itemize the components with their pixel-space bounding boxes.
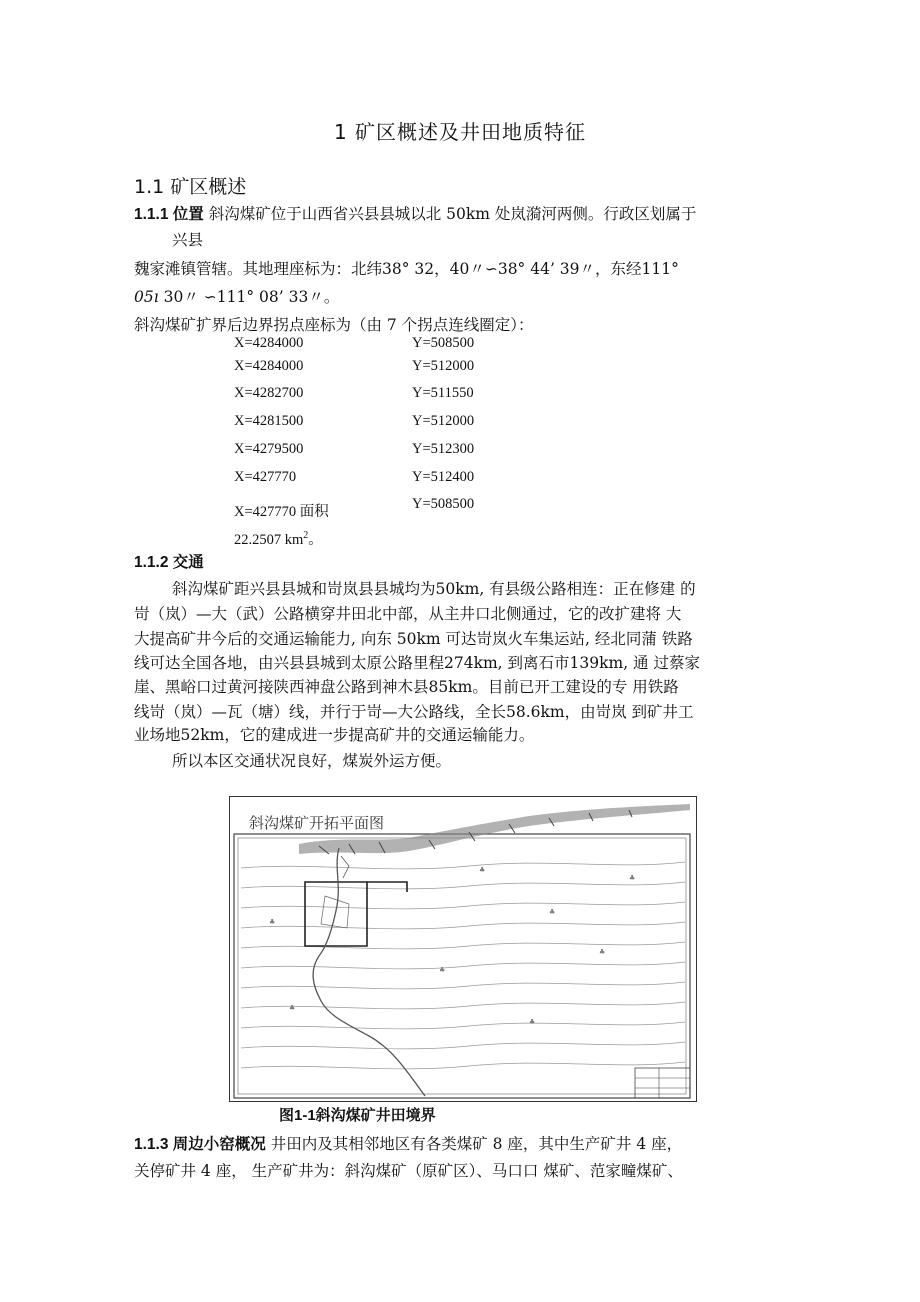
s112-line3: 大提高矿井今后的交通运输能力, 向东 50km 可达岢岚火车集运站, 经北同蒲 铁路 (134, 630, 693, 648)
figure-caption: 图1-1斜沟煤矿井田境界 (279, 1107, 436, 1124)
coord-y-5: Y=512300 (412, 441, 475, 457)
section-title: 1.1 矿区概述 (134, 176, 247, 198)
coord-y-1: Y=508500 (412, 335, 475, 351)
coord-y-7: Y=508500 (412, 496, 475, 512)
coord-y-6: Y=512400 (412, 469, 475, 485)
s112-line7: 业场地52km，它的建成进一步提高矿井的交通运输能力。 (134, 726, 535, 744)
coord-y-4: Y=512000 (412, 413, 475, 429)
coord-y-3: Y=511550 (412, 385, 474, 401)
s111-heading: 1.1.1 位置 (134, 206, 204, 223)
svg-text:♣: ♣ (479, 866, 486, 874)
s111-line2: 兴县 (172, 231, 204, 249)
s111-line4: 05ı 30〃 ∽111° 08’ 33〃。 (134, 288, 340, 306)
s112-line5: 崖、黑峪口过黄河接陕西神盘公路到神木县85km。目前已开工建设的专 用铁路 (134, 678, 679, 696)
svg-text:♣: ♣ (629, 874, 636, 882)
coord-x-1: X=4284000 (234, 335, 304, 351)
s113-line1: 1.1.3 周边小窑概况 井田内及其相邻地区有各类煤矿 8 座，其中生产矿井 4 座， (134, 1135, 683, 1153)
s112-line2: 岢（岚）—大（武）公路横穿井田北中部，从主井口北侧通过，它的改扩建将 大 (134, 605, 682, 623)
map-title: 斜沟煤矿开拓平面图 (249, 814, 385, 832)
svg-text:♣: ♣ (289, 1004, 296, 1012)
coord-x-6: X=427770 (234, 469, 297, 485)
coord-x-2: X=4284000 (234, 358, 304, 374)
s111-line1: 1.1.1 位置 斜沟煤矿位于山西省兴县县城以北 50km 处岚漪河两侧。行政区划属于 (134, 205, 697, 223)
mine-map-drawing (229, 796, 697, 1102)
svg-text:♣: ♣ (599, 948, 606, 956)
svg-text:♣: ♣ (439, 966, 446, 974)
coord-x-5: X=4279500 (234, 441, 304, 457)
coord-y-2: Y=512000 (412, 358, 475, 374)
s112-line1: 斜沟煤矿距兴县县城和岢岚县县城均为50km, 有县级公路相连：正在修建 的 (172, 580, 696, 598)
mine-map-figure (229, 796, 697, 1102)
svg-text:♣: ♣ (529, 1018, 536, 1026)
svg-text:♣: ♣ (549, 908, 556, 916)
area-value: 22.2507 $km^2$。 (234, 530, 323, 548)
s111-line3: 魏家滩镇管辖。其地理座标为：北纬38° 32，40〃∽38° 44’ 39〃，东经111° (134, 260, 679, 278)
s112-heading: 1.1.2 交通 (134, 554, 204, 571)
coord-x-4: X=4281500 (234, 413, 304, 429)
coord-x-7: X=427770 面积 (234, 504, 329, 520)
s113-heading: 1.1.3 周边小窑概况 (134, 1136, 266, 1153)
s111-line5: 斜沟煤矿扩界后边界拐点座标为（由 7 个拐点连线圈定）： (134, 316, 534, 334)
s112-line4: 线可达全国各地，由兴县县城到太原公路里程274km, 到离石市139km, 通 过蔡家 (134, 654, 700, 672)
s112-summary: 所以本区交通状况良好，煤炭外运方便。 (172, 752, 452, 770)
s112-line6: 线岢（岚）—瓦（塘）线，并行于岢—大公路线，全长58.6km，由岢岚 到矿井工 (134, 703, 694, 721)
coord-x-3: X=4282700 (234, 385, 304, 401)
chapter-title: 1 矿区概述及井田地质特征 (333, 120, 587, 144)
svg-text:♣: ♣ (269, 918, 276, 926)
s113-line2: 关停矿井 4 座， 生产矿井为：斜沟煤矿（原矿区）、马口口 煤矿、范家疃煤矿、 (134, 1162, 683, 1180)
